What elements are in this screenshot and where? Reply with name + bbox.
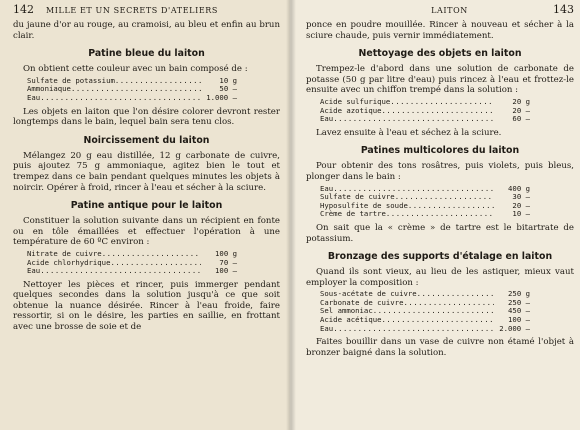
ingredient-quantity: 100 g	[215, 248, 237, 258]
ingredient-name: Acide azotique	[320, 105, 382, 115]
section-heading: Nettoyage des objets en laiton	[358, 48, 522, 60]
dot-leader	[382, 316, 494, 325]
ingredient-quantity: 1.000 –	[206, 92, 237, 102]
ingredient-row	[320, 107, 530, 116]
body-paragraph: Faites bouillir dans un vase de cuivre non étamé l'objet à bronzer baigné dans la solution.	[306, 337, 574, 358]
recipe-section	[13, 135, 280, 193]
dot-leader	[373, 307, 494, 316]
ingredient-name: Eau	[320, 323, 334, 333]
ingredient-quantity: 450 –	[508, 306, 530, 316]
ingredient-name: Acide acétique	[320, 315, 382, 325]
ingredient-name: Eau	[27, 92, 41, 102]
ingredient-name: Sulfate de potassium	[27, 75, 115, 85]
ingredient-name: Eau	[27, 266, 41, 276]
body-paragraph: Lavez ensuite à l'eau et séchez à la sciure.	[316, 127, 502, 138]
ingredient-name: Acide chlorhydrique	[27, 257, 111, 267]
ingredient-name: Sous-acétate de cuivre	[320, 289, 417, 299]
dot-leader	[395, 193, 494, 202]
section-heading: Bronzage des supports d'étalage en laiton	[327, 251, 553, 263]
ingredient-row	[320, 210, 530, 219]
ingredient-name: Ammoniaque	[27, 84, 71, 94]
ingredient-quantity: 70 –	[219, 257, 237, 267]
sections	[306, 48, 574, 358]
body-paragraph: Mélangez 20 g eau distillée, 12 g carbonate de cuivre, puis ajoutez 75 g ammoniaque, agitez bien le tout et trempez dans ce bain pendant quelques minutes les objets à noircir. Opérer à froid, rincer à l'eau et sécher à la sciure.	[13, 150, 280, 193]
ingredient-quantity: 10 g	[219, 75, 237, 85]
dot-leader	[71, 85, 201, 94]
ingredient-list	[320, 290, 530, 333]
recipe-section	[13, 200, 280, 333]
running-head-title: LAITON	[431, 6, 468, 15]
right-page	[290, 0, 580, 430]
ingredient-list	[320, 98, 530, 124]
body-paragraph: Constituer la solution suivante dans un récipient en fonte ou en tôle émaillées et effectuer l'opération à une température de 60 ºC environ :	[13, 216, 280, 248]
ingredient-list	[27, 77, 237, 103]
body-paragraph: Les objets en laiton que l'on désire colorer devront rester longtemps dans le bain, lequel bain sera tenu clos.	[13, 106, 280, 128]
dot-leader	[110, 259, 201, 268]
body-paragraph: On sait que la « crème » de tartre est le bitartrate de potassium.	[306, 222, 574, 244]
recipe-section	[306, 145, 574, 244]
ingredient-name: Acide sulfurique	[320, 96, 391, 106]
body-paragraph: Quand ils sont vieux, au lieu de les astiquer, mieux vaut employer la composition :	[306, 267, 574, 288]
ingredient-quantity: 30 –	[512, 192, 530, 202]
ingredient-row	[27, 94, 237, 103]
recipe-section	[306, 251, 574, 358]
ingredient-quantity: 20 –	[512, 105, 530, 115]
page-number: 143	[553, 3, 574, 16]
dot-leader	[403, 299, 494, 308]
section-heading: Patines multicolores du laiton	[360, 145, 520, 157]
page-number: 142	[13, 3, 34, 16]
intro-paragraph: du jaune d'or au rouge, au cramoisi, au bleu et enfin au brun clair.	[13, 20, 280, 41]
recipe-section	[13, 48, 280, 128]
ingredient-quantity: 10 –	[512, 209, 530, 219]
ingredient-list	[27, 250, 237, 276]
running-head	[13, 3, 280, 20]
ingredient-quantity: 20 –	[512, 200, 530, 210]
dot-leader	[408, 202, 494, 211]
ingredient-quantity: 250 g	[508, 289, 530, 299]
ingredient-name: Sulfate de cuivre	[320, 192, 395, 202]
ingredient-name: Sel ammoniac	[320, 306, 373, 316]
dot-leader	[333, 115, 494, 124]
dot-leader	[333, 325, 494, 334]
body-paragraph: On obtient cette couleur avec un bain composé de :	[23, 64, 248, 75]
dot-leader	[102, 250, 201, 259]
ingredient-name: Carbonate de cuivre	[320, 297, 404, 307]
ingredient-quantity: 2.000 –	[499, 323, 530, 333]
ingredient-list	[320, 185, 530, 219]
ingredient-quantity: 60 –	[512, 114, 530, 124]
dot-leader	[40, 94, 201, 103]
intro-paragraph: ponce en poudre mouillée. Rincer à nouveau et sécher à la sciure chaude, puis vernir immédiatement.	[306, 20, 574, 41]
body-paragraph: Nettoyer les pièces et rincer, puis immerger pendant quelques secondes dans la solution jusqu'à ce que soit obtenue la nuance désirée. Rincer à l'eau froide, faire ressortir, si on le désire, les parties en saillie, en frottant avec une brosse de soie et de	[13, 279, 280, 333]
dot-leader	[390, 98, 494, 107]
ingredient-row	[27, 259, 237, 268]
dot-leader	[115, 77, 201, 86]
dot-leader	[417, 290, 494, 299]
ingredient-quantity: 100 –	[215, 266, 237, 276]
sections	[13, 48, 280, 332]
ingredient-quantity: 20 g	[512, 96, 530, 106]
ingredient-row	[320, 115, 530, 124]
ingredient-name: Eau	[320, 114, 334, 124]
ingredient-quantity: 100 –	[508, 315, 530, 325]
dot-leader	[40, 267, 201, 276]
body-paragraph: Pour obtenir des tons rosâtres, puis violets, puis bleus, plonger dans le bain :	[306, 161, 574, 182]
running-head-title: MILLE ET UN SECRETS D'ATELIERS	[46, 6, 218, 15]
dot-leader	[382, 107, 494, 116]
section-heading: Noircissement du laiton	[83, 134, 210, 146]
dot-leader	[386, 210, 494, 219]
running-head	[306, 3, 574, 20]
ingredient-name: Eau	[320, 183, 334, 193]
recipe-section	[306, 48, 574, 138]
ingredient-row	[27, 267, 237, 276]
ingredient-name: Crème de tartre	[320, 209, 386, 219]
body-paragraph: Trempez-le d'abord dans une solution de carbonate de potasse (50 g par litre d'eau) puis rincez à l'eau et frottez-le ensuite avec un chiffon trempé dans la solution :	[306, 64, 574, 96]
ingredient-quantity: 400 g	[508, 183, 530, 193]
ingredient-quantity: 50 –	[219, 84, 237, 94]
ingredient-row	[320, 325, 530, 334]
ingredient-name: Hyposulfite de soude	[320, 200, 408, 210]
section-heading: Patine bleue du laiton	[88, 48, 205, 60]
ingredient-quantity: 250 –	[508, 297, 530, 307]
section-heading: Patine antique pour le laiton	[70, 200, 223, 212]
ingredient-name: Nitrate de cuivre	[27, 248, 102, 258]
